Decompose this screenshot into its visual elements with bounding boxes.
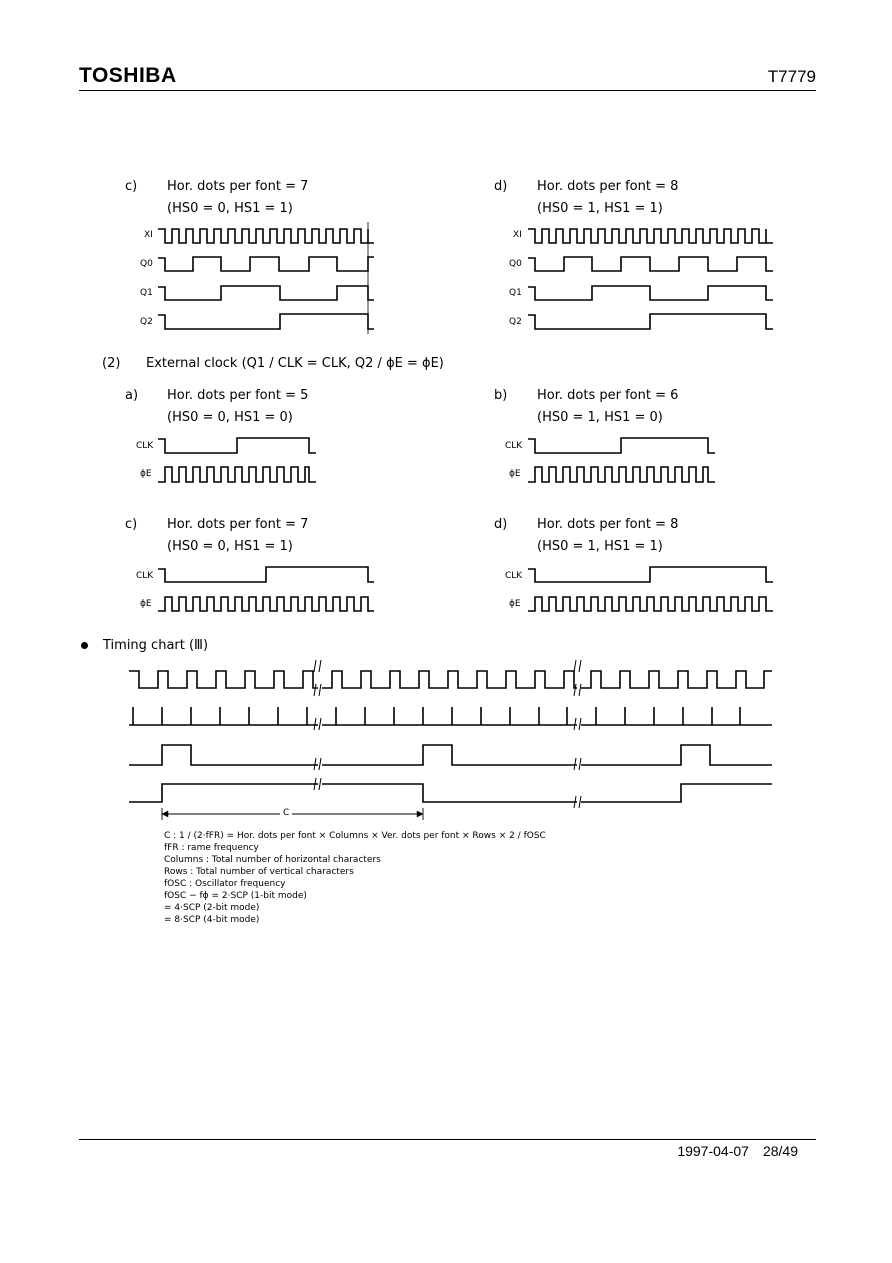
footer [677, 1143, 798, 1159]
note-line-3: Rows : Total number of vertical characters [164, 867, 354, 877]
c1-q1-label: Q1 [140, 288, 153, 298]
d2-clk-label: CLK [505, 571, 523, 581]
section-c1-title: Hor. dots per font = 7 [167, 179, 309, 194]
section-ext-number: (2) [102, 356, 121, 371]
d1-q1-label: Q1 [509, 288, 522, 298]
tc-row1-wave [129, 671, 772, 688]
timing-chart-title: Timing chart (Ⅲ) [103, 638, 209, 653]
note-line-2: Columns : Total number of horizontal characters [164, 855, 381, 865]
section-d2-letter: d) [494, 517, 508, 532]
footer-rule [79, 1139, 816, 1140]
tc-row2-wave [129, 707, 772, 725]
footer-page: 28/49 [762, 1143, 798, 1159]
section-d1-params: (HS0 = 1, HS1 = 1) [537, 201, 663, 216]
section-c2-letter: c) [125, 517, 138, 532]
d1-q0-label: Q0 [509, 259, 522, 269]
d1-q2-label: Q2 [509, 317, 522, 327]
note-line-0: C : 1 / (2·fFR) = Hor. dots per font × Columns × Ver. dots per font × Rows × 2 / fOSC [164, 831, 546, 841]
section-a2-params: (HS0 = 0, HS1 = 0) [167, 410, 293, 425]
section-d1-title: Hor. dots per font = 8 [537, 179, 679, 194]
note-line-4: fOSC : Oscillator frequency [164, 879, 286, 889]
note-line-6: = 4·SCP (2-bit mode) [164, 903, 260, 913]
footer-date: 1997-04-07 [677, 1143, 749, 1159]
section-a2-title: Hor. dots per font = 5 [167, 388, 309, 403]
b2-phie-label: ϕE [509, 469, 521, 479]
d1-xi-label: XI [513, 230, 522, 240]
tc-row4-wave [129, 784, 772, 802]
brand-logo: TOSHIBA [79, 64, 177, 87]
d2-phie-label: ϕE [509, 599, 521, 609]
section-ext-title: External clock (Q1 / CLK = CLK, Q2 / ϕE = ϕE) [146, 356, 444, 371]
section-a2-letter: a) [125, 388, 139, 403]
note-line-5: fOSC − fϕ = 2·SCP (1-bit mode) [164, 891, 307, 901]
c2-phie-label: ϕE [140, 599, 152, 609]
a2-phie-label: ϕE [140, 469, 152, 479]
section-d2-title: Hor. dots per font = 8 [537, 517, 679, 532]
section-d2-params: (HS0 = 1, HS1 = 1) [537, 539, 663, 554]
note-line-7: = 8·SCP (4-bit mode) [164, 915, 260, 925]
tc-row3-wave [129, 745, 772, 765]
section-c2-params: (HS0 = 0, HS1 = 1) [167, 539, 293, 554]
section-b2-letter: b) [494, 388, 508, 403]
c1-xi-label: XI [144, 230, 153, 240]
timing-chart-notes [164, 830, 546, 926]
a2-clk-label: CLK [136, 441, 154, 451]
note-line-1: fFR : rame frequency [164, 843, 259, 853]
b2-clk-label: CLK [505, 441, 523, 451]
c1-q2-label: Q2 [140, 317, 153, 327]
section-c1-params: (HS0 = 0, HS1 = 1) [167, 201, 293, 216]
tc-period-dimension [162, 808, 423, 820]
c1-q0-label: Q0 [140, 259, 153, 269]
part-number: T7779 [767, 67, 816, 86]
section-c1-letter: c) [125, 179, 138, 194]
tc-period-label: C [283, 808, 290, 818]
section-d1-letter: d) [494, 179, 508, 194]
section-b2-params: (HS0 = 1, HS1 = 0) [537, 410, 663, 425]
section-c2-title: Hor. dots per font = 7 [167, 517, 309, 532]
c2-clk-label: CLK [136, 571, 154, 581]
section-b2-title: Hor. dots per font = 6 [537, 388, 679, 403]
